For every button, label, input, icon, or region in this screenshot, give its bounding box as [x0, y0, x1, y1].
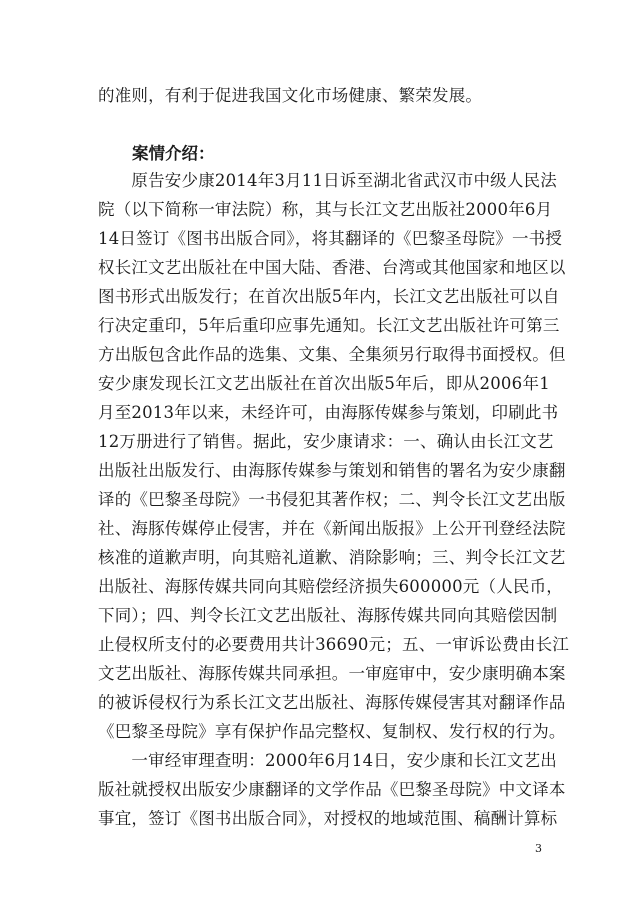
- body-line: 事宜，签订《图书出版合同》，对授权的地域范围、稿酬计算标: [98, 809, 558, 828]
- body-line: 的被诉侵权行为系长江文艺出版社、海豚传媒侵害其对翻译作品: [98, 693, 566, 712]
- section-heading: 案情介绍：: [132, 144, 215, 163]
- body-line: 核准的道歉声明，向其赔礼道歉、消除影响；三、判令长江文艺: [98, 548, 566, 567]
- body-line: 出版社、海豚传媒共同向其赔偿经济损失600000元（人民币，: [98, 577, 563, 596]
- body-line: 译的《巴黎圣母院》一书侵犯其著作权；二、判令长江文艺出版: [98, 490, 566, 509]
- body-line: 权长江文艺出版社在中国大陆、香港、台湾或其他国家和地区以: [98, 258, 566, 277]
- body-line: 14日签订《图书出版合同》，将其翻译的《巴黎圣母院》一书授: [98, 229, 563, 248]
- body-line: 社、海豚传媒停止侵害，并在《新闻出版报》上公开刊登经法院: [98, 519, 566, 538]
- body-line: 原告安少康2014年3月11日诉至湖北省武汉市中级人民法: [98, 171, 557, 190]
- body-line: 文艺出版社、海豚传媒共同承担。一审庭审中，安少康明确本案: [98, 664, 566, 683]
- body-line: 出版社出版发行、由海豚传媒参与策划和销售的署名为安少康翻: [98, 461, 566, 480]
- body-line: 12万册进行了销售。据此，安少康请求：一、确认由长江文艺: [98, 432, 554, 451]
- body-line: 月至2013年以来，未经许可，由海豚传媒参与策划，印刷此书: [98, 403, 559, 422]
- body-line: 止侵权所支付的必要费用共计36690元；五、一审诉讼费由长江: [98, 635, 569, 654]
- body-line: 图书形式出版发行；在首次出版5年内，长江文艺出版社可以自: [98, 287, 560, 306]
- page-number: 3: [535, 842, 542, 855]
- body-line: 院（以下简称一审法院）称，其与长江文艺出版社2000年6月: [98, 200, 553, 219]
- body-line: 行决定重印，5年后重印应事先通知。长江文艺出版社许可第三: [98, 316, 560, 335]
- body-line: 《巴黎圣母院》享有保护作品完整权、复制权、发行权的行为。: [98, 722, 566, 741]
- intro-line: 的准则，有利于促进我国文化市场健康、繁荣发展。: [98, 86, 483, 105]
- body-line: 方出版包含此作品的选集、文集、全集须另行取得书面授权。但: [98, 345, 566, 364]
- body-line: 版社就授权出版安少康翻译的文学作品《巴黎圣母院》中文译本: [98, 780, 566, 799]
- body-line: 下同）；四、判令长江文艺出版社、海豚传媒共同向其赔偿因制: [98, 606, 558, 625]
- body-line: 一审经审理查明：2000年6月14日，安少康和长江文艺出: [98, 751, 557, 770]
- body-line: 安少康发现长江文艺出版社在首次出版5年后，即从2006年1: [98, 374, 550, 393]
